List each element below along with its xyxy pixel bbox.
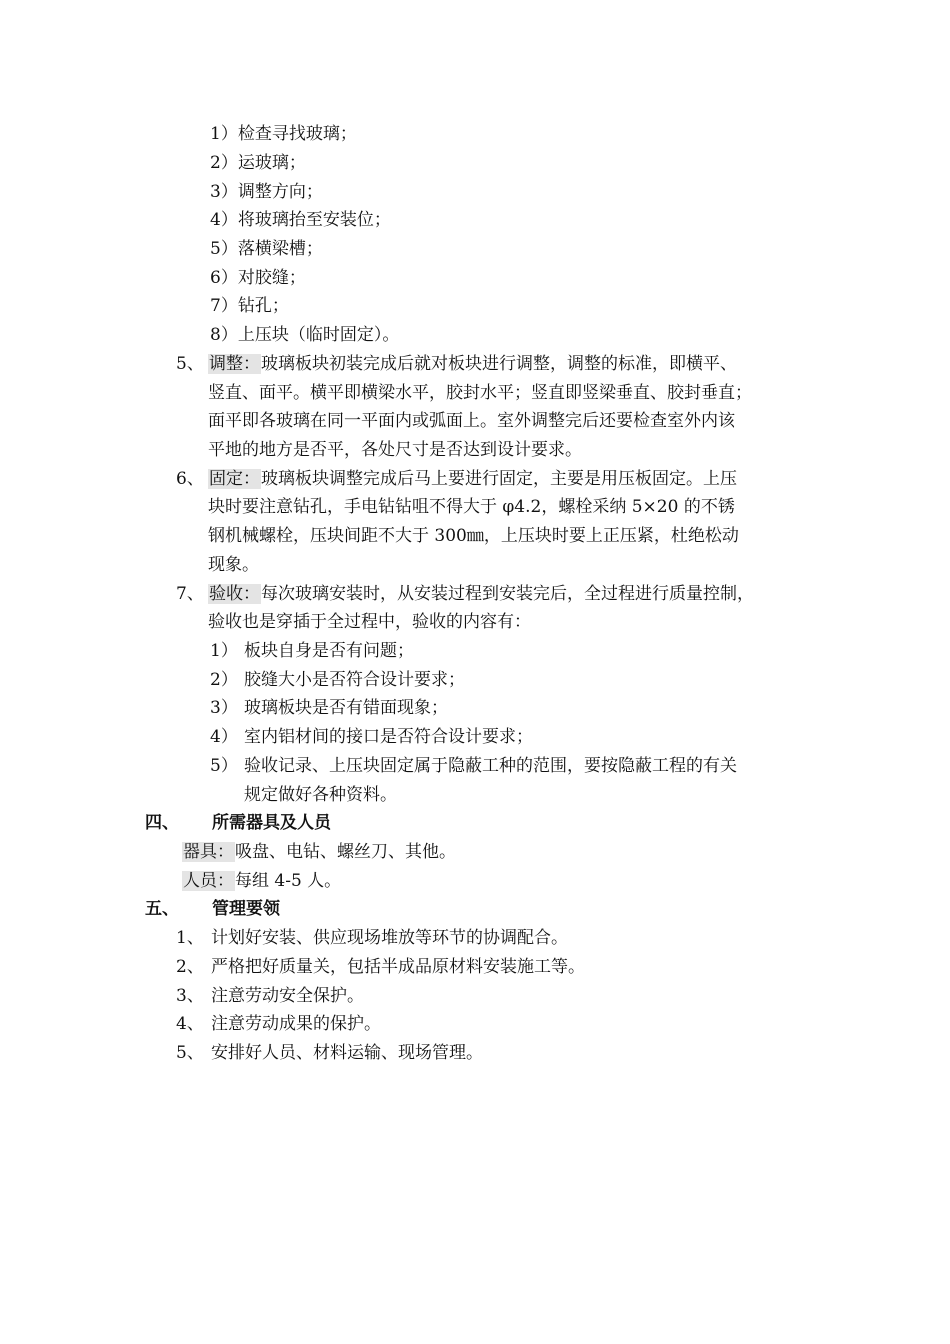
item-5-line-2: 竖直、面平。横平即横梁水平，胶封水平；竖直即竖梁垂直、胶封垂直；: [208, 383, 752, 403]
tools-line: [182, 838, 456, 866]
item-5-first-line: [208, 350, 737, 378]
item-6-line-3: 钢机械螺栓，压块间距不大于 300㎜，上压块时要上正压紧，杜绝松动: [208, 526, 739, 546]
item-7-label: 验收：: [209, 584, 260, 604]
mgmt-5-text: 安排好人员、材料运输、现场管理。: [211, 1043, 483, 1063]
tools-label: 器具：: [183, 842, 234, 862]
staff-label: 人员：: [183, 871, 234, 891]
step-6: 6）对胶缝；: [210, 268, 306, 288]
check-3-text: 玻璃板块是否有错面现象；: [244, 698, 448, 718]
step-2: 2）运玻璃；: [210, 153, 306, 173]
check-5-number: 5）: [210, 756, 238, 776]
check-5-text: 验收记录、上压块固定属于隐蔽工种的范围，要按隐蔽工程的有关: [244, 756, 737, 776]
mgmt-3-number: 3、: [176, 986, 204, 1006]
section-4-title: 所需器具及人员: [212, 813, 331, 833]
check-2-number: 2）: [210, 670, 238, 690]
check-5-continuation: 规定做好各种资料。: [244, 785, 397, 805]
mgmt-4-number: 4、: [176, 1014, 204, 1034]
step-7: 7）钻孔；: [210, 296, 289, 316]
mgmt-1-number: 1、: [176, 928, 204, 948]
item-5-label: 调整：: [209, 354, 260, 374]
mgmt-2-number: 2、: [176, 957, 204, 977]
mgmt-4-text: 注意劳动成果的保护。: [211, 1014, 381, 1034]
check-1-text: 板块自身是否有问题；: [244, 641, 414, 661]
item-5-text: 玻璃板块初装完成后就对板块进行调整，调整的标准，即横平、: [261, 354, 737, 374]
section-5-number: 五、: [145, 899, 179, 919]
mgmt-2-text: 严格把好质量关，包括半成品原材料安装施工等。: [211, 957, 585, 977]
item-6-number: 6、: [176, 469, 204, 489]
item-5-number: 5、: [176, 354, 204, 374]
step-4: 4）将玻璃抬至安装位；: [210, 210, 391, 230]
step-5: 5）落横梁槽；: [210, 239, 323, 259]
step-8: 8）上压块（临时固定）。: [210, 325, 400, 345]
check-4-text: 室内铝材间的接口是否符合设计要求；: [244, 727, 533, 747]
check-2-text: 胶缝大小是否符合设计要求；: [244, 670, 465, 690]
staff-line: [182, 867, 341, 895]
mgmt-1-text: 计划好安装、供应现场堆放等环节的协调配合。: [211, 928, 568, 948]
section-5-title: 管理要领: [212, 899, 280, 919]
tools-text: 吸盘、电钻、螺丝刀、其他。: [235, 842, 456, 862]
item-5-line-3: 面平即各玻璃在同一平面内或弧面上。室外调整完后还要检查室外内该: [208, 411, 735, 431]
check-1-number: 1）: [210, 641, 238, 661]
mgmt-3-text: 注意劳动安全保护。: [211, 986, 364, 1006]
item-7-number: 7、: [176, 584, 204, 604]
item-7-text: 每次玻璃安装时，从安装过程到安装完后，全过程进行质量控制，: [261, 584, 754, 604]
mgmt-5-number: 5、: [176, 1043, 204, 1063]
check-3-number: 3）: [210, 698, 238, 718]
step-1: 1）检查寻找玻璃；: [210, 124, 357, 144]
step-3: 3）调整方向；: [210, 182, 323, 202]
item-5-line-4: 平地的地方是否平，各处尺寸是否达到设计要求。: [208, 440, 582, 460]
item-6-text: 玻璃板块调整完成后马上要进行固定，主要是用压板固定。上压: [261, 469, 737, 489]
item-6-line-2: 块时要注意钻孔，手电钻钻咀不得大于 φ4.2，螺栓采纳 5×20 的不锈: [208, 497, 735, 517]
item-6-label: 固定：: [209, 469, 260, 489]
section-4-number: 四、: [145, 813, 179, 833]
check-4-number: 4）: [210, 727, 238, 747]
item-6-line-4: 现象。: [208, 555, 259, 575]
item-7-first-line: [208, 580, 754, 608]
item-7-line-2: 验收也是穿插于全过程中，验收的内容有：: [208, 612, 531, 632]
staff-text: 每组 4-5 人。: [235, 871, 342, 891]
item-6-first-line: [208, 465, 737, 493]
